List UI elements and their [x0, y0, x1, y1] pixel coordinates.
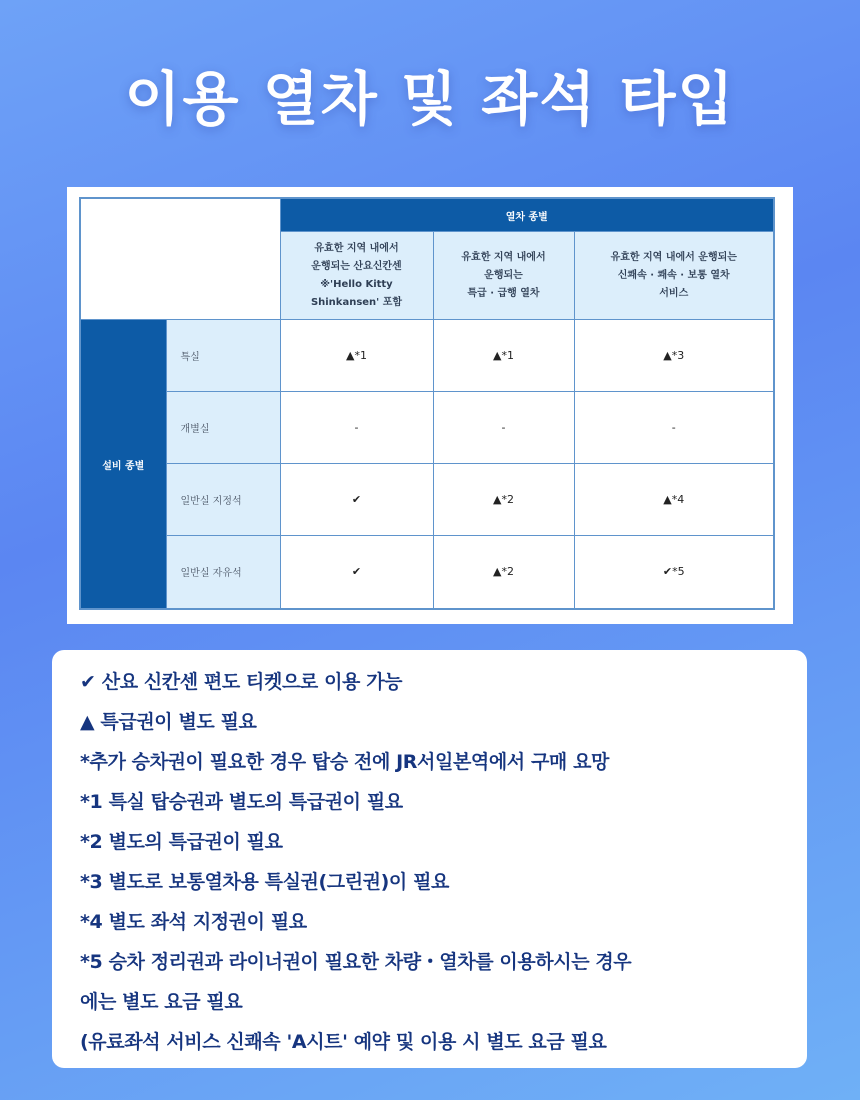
row-label: 일반실 지정석	[166, 463, 280, 535]
note-check: ✔ 산요 신칸센 편도 티켓으로 이용 가능	[80, 671, 403, 693]
col-group-header: 열차 종별	[280, 198, 774, 232]
column-header-line: 유효한 지역 내에서	[314, 242, 399, 254]
column-header	[280, 232, 433, 320]
note-item: (유료좌석 서비스 신쾌속 'A시트' 예약 및 이용 시 별도 요금 필요	[80, 1031, 607, 1053]
column-header-line: 운행되는	[484, 269, 523, 281]
table-cell: ▲*2	[433, 463, 574, 535]
column-header-line: 유효한 지역 내에서 운행되는	[610, 251, 737, 263]
column-header-line: ※'Hello Kitty	[320, 278, 393, 290]
column-header-line: 서비스	[659, 287, 689, 299]
table-cell: ▲*3	[574, 320, 774, 392]
note-item: *3 별도로 보통열차용 특실권(그린권)이 필요	[80, 871, 450, 893]
column-header-line: 유효한 지역 내에서	[461, 251, 546, 263]
row-label: 개별실	[166, 391, 280, 463]
column-header-line: Shinkansen' 포함	[310, 296, 403, 308]
notes-card	[52, 650, 807, 1068]
table-cell: -	[574, 391, 774, 463]
note-triangle: ▲ 특급권이 별도 필요	[80, 711, 257, 733]
table-cell: ✔	[280, 535, 433, 609]
column-header-line: 신쾌속 · 쾌속 · 보통 열차	[617, 269, 730, 281]
note-item: 에는 별도 요금 필요	[80, 991, 243, 1013]
column-header	[433, 232, 574, 320]
note-item: *5 승차 정리권과 라이너권이 필요한 차량・열차를 이용하시는 경우	[80, 951, 632, 973]
table-cell: ✔	[280, 463, 433, 535]
fare-table-card	[67, 187, 793, 624]
table-cell: -	[433, 391, 574, 463]
column-header	[574, 232, 774, 320]
note-item: *4 별도 좌석 지정권이 필요	[80, 911, 307, 933]
column-header-line: 운행되는 산요신칸센	[311, 260, 402, 272]
table-cell: -	[280, 391, 433, 463]
note-item: *1 특실 탑승권과 별도의 특급권이 필요	[80, 791, 403, 813]
table-cell: ▲*1	[433, 320, 574, 392]
note-item: *2 별도의 특급권이 필요	[80, 831, 283, 853]
table-corner	[80, 198, 280, 320]
row-group-header: 설비 종별	[80, 320, 166, 610]
table-cell: ✔*5	[574, 535, 774, 609]
table-cell: ▲*4	[574, 463, 774, 535]
table-cell: ▲*2	[433, 535, 574, 609]
row-label: 특실	[166, 320, 280, 392]
train-seat-table	[79, 197, 775, 610]
page-title: 이용 열차 및 좌석 타입	[124, 65, 736, 133]
note-item: *추가 승차권이 필요한 경우 탑승 전에 JR서일본역에서 구매 요망	[80, 751, 610, 773]
column-header-line: 특급 · 급행 열차	[467, 287, 540, 299]
row-label: 일반실 자유석	[166, 535, 280, 609]
table-cell: ▲*1	[280, 320, 433, 392]
